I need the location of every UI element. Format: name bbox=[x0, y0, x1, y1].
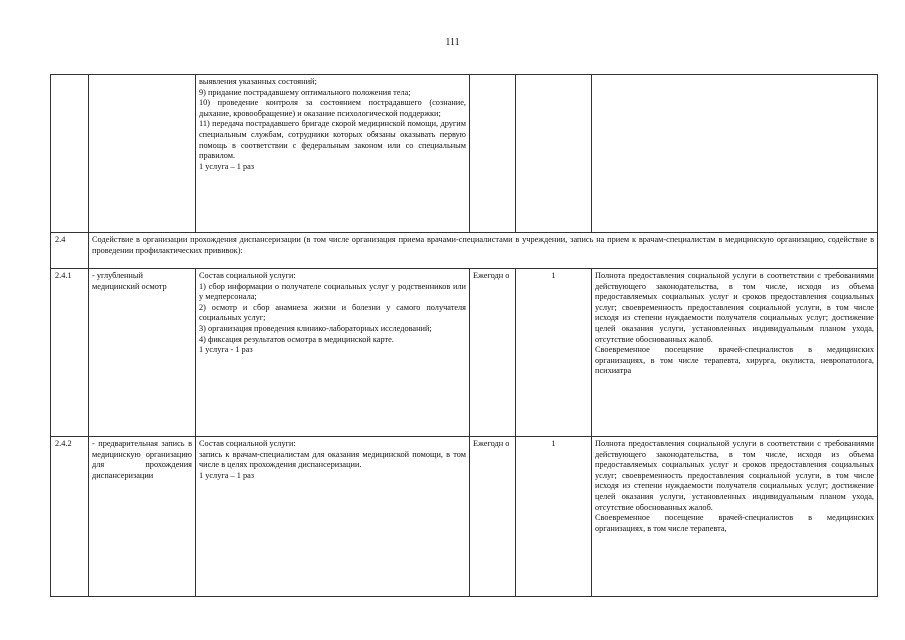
quality-cell bbox=[592, 269, 878, 437]
period-cell bbox=[470, 75, 516, 233]
content-line: 1 услуга - 1 раз bbox=[199, 345, 253, 355]
period-cell: Ежегодн о bbox=[470, 437, 516, 597]
service-name-cell: - углубленный медицинский осмотр bbox=[89, 269, 196, 437]
quality-cell bbox=[592, 75, 878, 233]
service-content-cell bbox=[196, 437, 470, 597]
volume-cell bbox=[516, 75, 592, 233]
services-table bbox=[50, 74, 878, 597]
quality-line: Полнота предоставления социальной услуги в соответствии с требованиями действующего законодательства, в том числе, исходя из объема предоставляемых социальных услуг и сроков предоставления социальных услуг; своевременность предоставления социальной услуги, в том числе исходя из степени нуждаемости получателя социальных услуг; достижение целей оказания услуги, установленных индивидуальным планом ухода, отсутствие обоснованных жалоб. bbox=[595, 271, 874, 344]
period-cell: Ежегодн о bbox=[470, 269, 516, 437]
content-line: 1 услуга – 1 раз bbox=[199, 161, 255, 171]
service-content-cell bbox=[196, 75, 470, 233]
content-line: выявления указанных состояний; bbox=[199, 77, 317, 86]
table-row bbox=[51, 233, 878, 269]
quality-cell bbox=[592, 437, 878, 597]
quality-line: Своевременное посещение врачей-специалистов в медицинских организациях, в том числе терапевта, хирурга, окулиста, невропатолога, психиатра bbox=[595, 345, 874, 376]
content-line: 1 услуга – 1 раз bbox=[199, 470, 255, 480]
table-row bbox=[51, 269, 878, 437]
row-number-cell: 2.4.2 bbox=[51, 437, 89, 597]
service-name-cell bbox=[89, 75, 196, 233]
volume-cell: 1 bbox=[516, 437, 592, 597]
content-line: Состав социальной услуги: bbox=[199, 439, 296, 448]
service-name-cell: - предварительная запись в медицинскую организацию для прохождения диспансеризации bbox=[89, 437, 196, 597]
section-heading-cell: Содействие в организации прохождения диспансеризации (в том числе организация приема врачами-специалистами в учреждении, запись на прием к врачам-специалистам в медицинскую организацию, содействие в проведении профилактических прививок): bbox=[89, 233, 878, 269]
page-number: 111 bbox=[445, 37, 460, 48]
content-line: 10) проведение контроля за состоянием пострадавшего (сознание, дыхание, кровообращение) и оказание психологической поддержки; bbox=[199, 98, 466, 118]
content-line: 2) осмотр и сбор анамнеза жизни и болезни у самого получателя социальных услуг; bbox=[199, 302, 466, 323]
volume-cell: 1 bbox=[516, 269, 592, 437]
quality-line: Полнота предоставления социальной услуги в соответствии с требованиями действующего законодательства, в том числе, исходя из объема предоставляемых социальных услуг и сроков предоставления социальных услуг; своевременность предоставления социальной услуги, в том числе исходя из степени нуждаемости получателя социальных услуг; достижение целей оказания услуги, установленных индивидуальным планом ухода, отсутствие обоснованных жалоб. bbox=[595, 439, 874, 512]
content-line: запись к врачам-специалистам для оказания медицинской помощи, в том числе в целях прохождения диспансеризации. bbox=[199, 449, 466, 470]
content-line: 3) организация проведения клинико-лабораторных исследований; bbox=[199, 323, 432, 333]
table-row bbox=[51, 75, 878, 233]
service-content-cell bbox=[196, 269, 470, 437]
quality-line: Своевременное посещение врачей-специалистов в медицинских организациях, в том числе терапевта, bbox=[595, 513, 874, 533]
table-row bbox=[51, 437, 878, 597]
row-number-cell: 2.4 bbox=[51, 233, 89, 269]
row-number-cell bbox=[51, 75, 89, 233]
content-line: 4) фиксация результатов осмотра в медицинской карте. bbox=[199, 334, 394, 344]
content-line: Состав социальной услуги: bbox=[199, 271, 296, 280]
row-number-cell: 2.4.1 bbox=[51, 269, 89, 437]
content-line: 11) передача пострадавшего бригаде скорой медицинской помощи, другим специальным службам, сотрудники которых обязаны оказывать первую помощь в соответствии с федеральным законом или со специальным правилом. bbox=[199, 119, 466, 161]
content-line: 9) придание пострадавшему оптимального положения тела; bbox=[199, 87, 411, 97]
content-line: 1) сбор информации о получателе социальных услуг у родственников или у медперсонала; bbox=[199, 281, 466, 302]
